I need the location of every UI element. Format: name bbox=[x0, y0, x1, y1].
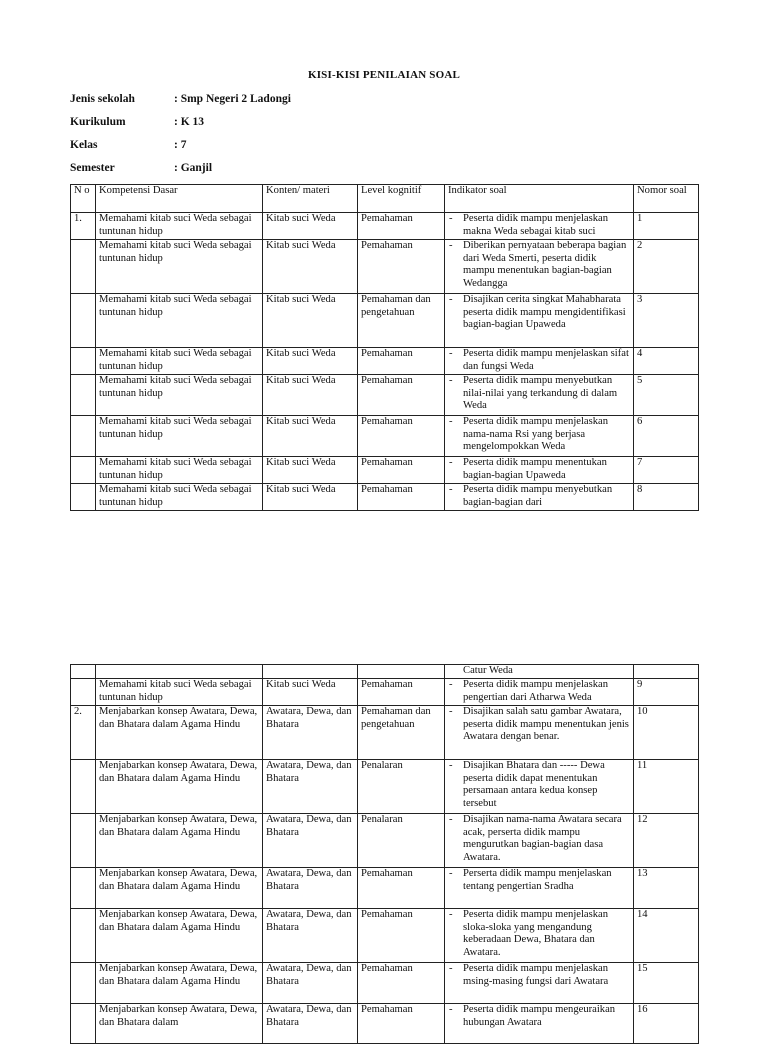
cell-konten: Awatara, Dewa, dan Bhatara bbox=[263, 868, 358, 909]
cell-kompetensi-dasar: Menjabarkan konsep Awatara, Dewa, dan Bhatara dalam Agama Hindu bbox=[96, 760, 263, 814]
cell-konten: Awatara, Dewa, dan Bhatara bbox=[263, 909, 358, 963]
cell-level: Pemahaman bbox=[358, 375, 445, 416]
cell-level: Pemahaman dan pengetahuan bbox=[358, 706, 445, 760]
cell-konten: Kitab suci Weda bbox=[263, 240, 358, 294]
cell-konten: Kitab suci Weda bbox=[263, 484, 358, 511]
bullet-dash: - bbox=[449, 706, 453, 717]
table-row bbox=[71, 457, 699, 484]
indikator-text: Peserta didik mampu menyebutkan bagian-bagian dari bbox=[463, 484, 613, 508]
bullet-dash: - bbox=[449, 760, 453, 771]
table-row bbox=[71, 706, 699, 760]
cell-level: Pemahaman bbox=[358, 348, 445, 375]
cell-no bbox=[71, 760, 96, 814]
meta-value: : 7 bbox=[174, 139, 187, 151]
table-row bbox=[71, 814, 699, 868]
bullet-dash: - bbox=[449, 814, 453, 825]
bullet-dash: - bbox=[449, 868, 453, 879]
bullet-dash: - bbox=[449, 457, 453, 468]
meta-value: : K 13 bbox=[174, 116, 205, 128]
indikator-text: Peserta didik mampu menjelaskan sloka-sloka yang mengandung keberadaan Dewa, Bhatara dan Awatara. bbox=[463, 909, 609, 958]
bullet-dash: - bbox=[449, 1004, 453, 1015]
cell-konten: Kitab suci Weda bbox=[263, 679, 358, 706]
cell-level: Pemahaman bbox=[358, 416, 445, 457]
cell-no bbox=[71, 909, 96, 963]
cell-kompetensi-dasar: Menjabarkan konsep Awatara, Dewa, dan Bhatara dalam Agama Hindu bbox=[96, 706, 263, 760]
header-indikator-soal: Indikator soal bbox=[445, 185, 634, 213]
cell-no: 2. bbox=[71, 706, 96, 760]
indikator-text: Peserta didik mampu menjelaskan makna Weda sebagai kitab suci bbox=[463, 213, 609, 237]
cell-konten: Kitab suci Weda bbox=[263, 213, 358, 240]
indikator-text: Peserta didik mampu menjelaskan sifat dan fungsi Weda bbox=[463, 348, 629, 372]
cell-kompetensi-dasar: Menjabarkan konsep Awatara, Dewa, dan Bhatara dalam Agama Hindu bbox=[96, 909, 263, 963]
meta-semester bbox=[70, 162, 212, 174]
cell-konten: Kitab suci Weda bbox=[263, 348, 358, 375]
cell-nomor: 16 bbox=[634, 1004, 699, 1044]
table-row bbox=[71, 760, 699, 814]
cell-nomor: 12 bbox=[634, 814, 699, 868]
cell-kompetensi-dasar: Menjabarkan konsep Awatara, Dewa, dan Bhatara dalam bbox=[96, 1004, 263, 1044]
cell-kompetensi-dasar: Memahami kitab suci Weda sebagai tuntunan hidup bbox=[96, 375, 263, 416]
table-row bbox=[71, 213, 699, 240]
cell-indikator bbox=[445, 760, 634, 814]
meta-value: : Smp Negeri 2 Ladongi bbox=[174, 93, 291, 105]
cell-konten: Awatara, Dewa, dan Bhatara bbox=[263, 1004, 358, 1044]
cell-indikator bbox=[445, 348, 634, 375]
indikator-text: Disajikan Bhatara dan ----- Dewa peserta didik dapat menentukan persamaan antara kedua konsep tersebut bbox=[463, 760, 605, 809]
cell-indikator bbox=[445, 909, 634, 963]
cell-indikator bbox=[445, 665, 634, 679]
cell-level: Pemahaman bbox=[358, 909, 445, 963]
cell-konten: Awatara, Dewa, dan Bhatara bbox=[263, 760, 358, 814]
cell-nomor: 3 bbox=[634, 294, 699, 348]
meta-label: Jenis sekolah bbox=[70, 93, 135, 105]
table-row bbox=[71, 348, 699, 375]
bullet-dash: - bbox=[449, 416, 453, 427]
cell-no bbox=[71, 868, 96, 909]
table-row bbox=[71, 484, 699, 511]
cell-nomor: 7 bbox=[634, 457, 699, 484]
bullet-dash: - bbox=[449, 375, 453, 386]
cell-kompetensi-dasar: Menjabarkan konsep Awatara, Dewa, dan Bhatara dalam Agama Hindu bbox=[96, 868, 263, 909]
indikator-text: Perserta didik mampu menjelaskan tentang pengertian Sradha bbox=[463, 868, 612, 892]
table-row bbox=[71, 909, 699, 963]
cell-konten bbox=[263, 665, 358, 679]
cell-nomor bbox=[634, 665, 699, 679]
cell-no bbox=[71, 679, 96, 706]
indikator-text: Peserta didik mampu menjelaskan nama-nama Rsi yang berjasa mengelompokkan Weda bbox=[463, 416, 609, 453]
cell-kompetensi-dasar: Memahami kitab suci Weda sebagai tuntunan hidup bbox=[96, 294, 263, 348]
bullet-dash: - bbox=[449, 963, 453, 974]
cell-konten: Awatara, Dewa, dan Bhatara bbox=[263, 814, 358, 868]
cell-level: Pemahaman bbox=[358, 868, 445, 909]
cell-nomor: 11 bbox=[634, 760, 699, 814]
cell-indikator bbox=[445, 213, 634, 240]
cell-nomor: 6 bbox=[634, 416, 699, 457]
cell-nomor: 1 bbox=[634, 213, 699, 240]
cell-level: Penalaran bbox=[358, 760, 445, 814]
meta-label: Semester bbox=[70, 162, 115, 174]
indikator-text: Peserta didik mampu mengeuraikan hubungan Awatara bbox=[463, 1004, 616, 1028]
header-no: N o bbox=[71, 185, 96, 213]
bullet-dash: - bbox=[449, 484, 453, 495]
cell-indikator bbox=[445, 484, 634, 511]
bullet-dash: - bbox=[449, 348, 453, 359]
bullet-dash: - bbox=[449, 679, 453, 690]
cell-kompetensi-dasar: Menjabarkan konsep Awatara, Dewa, dan Bhatara dalam Agama Hindu bbox=[96, 814, 263, 868]
cell-nomor: 15 bbox=[634, 963, 699, 1004]
cell-no bbox=[71, 814, 96, 868]
bullet-dash: - bbox=[449, 909, 453, 920]
table-row bbox=[71, 416, 699, 457]
cell-konten: Awatara, Dewa, dan Bhatara bbox=[263, 706, 358, 760]
cell-kompetensi-dasar: Memahami kitab suci Weda sebagai tuntunan hidup bbox=[96, 213, 263, 240]
table-row bbox=[71, 963, 699, 1004]
cell-kompetensi-dasar: Memahami kitab suci Weda sebagai tuntunan hidup bbox=[96, 457, 263, 484]
indikator-text: Diberikan pernyataan beberapa bagian dari Weda Smerti, peserta didik mampu menentukan bagian-bagian Wedangga bbox=[463, 240, 627, 289]
document-title: KISI-KISI PENILAIAN SOAL bbox=[307, 69, 461, 81]
indikator-text: Peserta didik mampu menyebutkan nilai-nilai yang terkandung di dalam Weda bbox=[463, 375, 618, 412]
bullet-dash: - bbox=[449, 240, 453, 251]
cell-nomor: 9 bbox=[634, 679, 699, 706]
cell-nomor: 2 bbox=[634, 240, 699, 294]
cell-level: Pemahaman dan pengetahuan bbox=[358, 294, 445, 348]
meta-jenis-sekolah bbox=[70, 93, 291, 105]
cell-kompetensi-dasar: Memahami kitab suci Weda sebagai tuntunan hidup bbox=[96, 240, 263, 294]
cell-level: Pemahaman bbox=[358, 1004, 445, 1044]
indikator-text: Disajikan salah satu gambar Awatara, peserta didik mampu menentukan jenis Awatara dengan benar. bbox=[463, 706, 629, 743]
kisi-kisi-table-page-2 bbox=[70, 664, 699, 1044]
cell-indikator bbox=[445, 457, 634, 484]
meta-kurikulum bbox=[70, 116, 204, 128]
indikator-text: Disajikan cerita singkat Mahabharata peserta didik mampu mengidentifikasi bagian-bagian Upaweda bbox=[463, 294, 626, 331]
cell-nomor: 10 bbox=[634, 706, 699, 760]
cell-kompetensi-dasar: Memahami kitab suci Weda sebagai tuntunan hidup bbox=[96, 416, 263, 457]
cell-indikator bbox=[445, 416, 634, 457]
cell-nomor: 14 bbox=[634, 909, 699, 963]
cell-indikator bbox=[445, 706, 634, 760]
cell-level: Pemahaman bbox=[358, 679, 445, 706]
cell-indikator bbox=[445, 375, 634, 416]
cell-kompetensi-dasar: Memahami kitab suci Weda sebagai tuntunan hidup bbox=[96, 679, 263, 706]
header-kompetensi-dasar: Kompetensi Dasar bbox=[96, 185, 263, 213]
indikator-continuation-text: Catur Weda bbox=[463, 665, 513, 676]
cell-kompetensi-dasar bbox=[96, 665, 263, 679]
cell-no bbox=[71, 416, 96, 457]
cell-indikator bbox=[445, 240, 634, 294]
cell-nomor: 13 bbox=[634, 868, 699, 909]
bullet-dash: - bbox=[449, 294, 453, 305]
cell-no bbox=[71, 963, 96, 1004]
table-row bbox=[71, 868, 699, 909]
meta-kelas bbox=[70, 139, 186, 151]
meta-value: : Ganjil bbox=[174, 162, 213, 174]
cell-no bbox=[71, 294, 96, 348]
indikator-text: Disajikan nama-nama Awatara secara acak, perserta didik mampu mengurutkan bagian-bagian dasa Awatara. bbox=[463, 814, 622, 863]
cell-no bbox=[71, 457, 96, 484]
table-row bbox=[71, 375, 699, 416]
cell-indikator bbox=[445, 868, 634, 909]
cell-konten: Awatara, Dewa, dan Bhatara bbox=[263, 963, 358, 1004]
cell-level: Pemahaman bbox=[358, 963, 445, 1004]
table-row-continuation bbox=[71, 665, 699, 679]
table-header-row bbox=[71, 185, 699, 213]
cell-no: 1. bbox=[71, 213, 96, 240]
cell-indikator bbox=[445, 814, 634, 868]
cell-nomor: 8 bbox=[634, 484, 699, 511]
cell-no bbox=[71, 484, 96, 511]
cell-level: Penalaran bbox=[358, 814, 445, 868]
header-konten-materi: Konten/ materi bbox=[263, 185, 358, 213]
header-nomor-soal: Nomor soal bbox=[634, 185, 699, 213]
table-row bbox=[71, 679, 699, 706]
indikator-text: Peserta didik mampu menentukan bagian-bagian Upaweda bbox=[463, 457, 607, 481]
indikator-text: Peserta didik mampu menjelaskan msing-masing fungsi dari Awatara bbox=[463, 963, 609, 987]
table-row bbox=[71, 240, 699, 294]
cell-no bbox=[71, 375, 96, 416]
cell-konten: Kitab suci Weda bbox=[263, 416, 358, 457]
cell-indikator bbox=[445, 963, 634, 1004]
cell-level: Pemahaman bbox=[358, 213, 445, 240]
cell-indikator bbox=[445, 679, 634, 706]
meta-label: Kurikulum bbox=[70, 116, 126, 128]
cell-konten: Kitab suci Weda bbox=[263, 457, 358, 484]
header-level-kognitif: Level kognitif bbox=[358, 185, 445, 213]
cell-konten: Kitab suci Weda bbox=[263, 294, 358, 348]
indikator-text: Peserta didik mampu menjelaskan pengertian dari Atharwa Weda bbox=[463, 679, 609, 703]
table-row bbox=[71, 294, 699, 348]
cell-level: Pemahaman bbox=[358, 240, 445, 294]
cell-kompetensi-dasar: Memahami kitab suci Weda sebagai tuntunan hidup bbox=[96, 348, 263, 375]
kisi-kisi-table-page-1 bbox=[70, 184, 699, 511]
cell-level: Pemahaman bbox=[358, 484, 445, 511]
cell-no bbox=[71, 348, 96, 375]
cell-level: Pemahaman bbox=[358, 457, 445, 484]
cell-kompetensi-dasar: Memahami kitab suci Weda sebagai tuntunan hidup bbox=[96, 484, 263, 511]
cell-no bbox=[71, 240, 96, 294]
cell-konten: Kitab suci Weda bbox=[263, 375, 358, 416]
meta-label: Kelas bbox=[70, 139, 98, 151]
bullet-dash: - bbox=[449, 213, 453, 224]
cell-level bbox=[358, 665, 445, 679]
cell-indikator bbox=[445, 294, 634, 348]
cell-nomor: 5 bbox=[634, 375, 699, 416]
cell-nomor: 4 bbox=[634, 348, 699, 375]
cell-kompetensi-dasar: Menjabarkan konsep Awatara, Dewa, dan Bhatara dalam Agama Hindu bbox=[96, 963, 263, 1004]
cell-no bbox=[71, 665, 96, 679]
